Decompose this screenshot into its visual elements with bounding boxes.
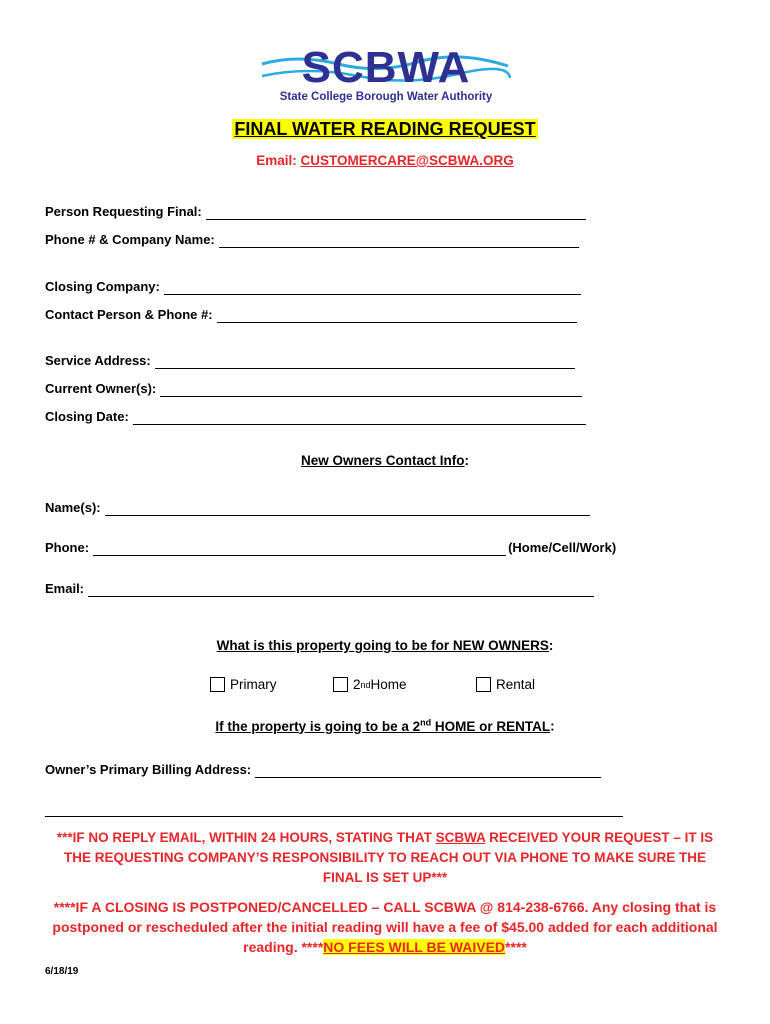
phone-company-field[interactable]: Phone # & Company Name: [45, 232, 579, 248]
contact-person-field[interactable]: Contact Person & Phone #: [45, 307, 577, 323]
new-owners-heading: New Owners Contact Info: [300, 453, 470, 468]
current-owners-line[interactable] [160, 384, 582, 397]
option-second-home[interactable]: 2 nd Home [333, 677, 407, 692]
second-home-rental-heading: If the property is going to be a 2nd HOME or RENTAL: [215, 717, 555, 734]
contact-person-line[interactable] [217, 310, 577, 323]
scbwa-logo [258, 44, 514, 104]
primary-checkbox[interactable] [210, 677, 225, 692]
billing-address-line-2[interactable] [45, 816, 623, 817]
service-address-field[interactable]: Service Address: [45, 353, 575, 369]
new-owner-phone-field[interactable]: Phone: (Home/Cell/Work) [45, 540, 617, 555]
revision-date: 6/18/19 [45, 966, 79, 977]
new-owner-phone-line[interactable] [93, 543, 506, 556]
logo-subtitle: State College Borough Water Authority [279, 91, 493, 103]
billing-address-field[interactable]: Owner’s Primary Billing Address: [45, 762, 601, 778]
closing-company-field[interactable]: Closing Company: [45, 279, 581, 295]
new-owner-names-line[interactable] [105, 503, 590, 516]
closing-company-line[interactable] [164, 282, 581, 295]
person-requesting-line[interactable] [206, 207, 586, 220]
no-fees-waived: NO FEES WILL BE WAIVED [323, 939, 506, 955]
rental-checkbox[interactable] [476, 677, 491, 692]
page-title: FINAL WATER READING REQUEST [234, 119, 536, 139]
phone-company-line[interactable] [219, 235, 579, 248]
new-owner-email-field[interactable]: Email: [45, 581, 594, 597]
reply-notice: ***IF NO REPLY EMAIL, WITHIN 24 HOURS, STATING THAT SCBWA RECEIVED YOUR REQUEST – IT IS THE REQUESTING COMPANY’S RESPONSIBILITY TO REACH OUT VIA PHONE TO MAKE SURE THE FINAL IS SET UP*** [56, 830, 714, 885]
email-link[interactable]: CUSTOMERCARE@SCBWA.ORG [300, 153, 514, 168]
closing-date-field[interactable]: Closing Date: [45, 409, 586, 425]
person-requesting-field[interactable]: Person Requesting Final: [45, 204, 586, 220]
property-question: What is this property going to be for NEW OWNERS: [216, 638, 554, 653]
new-owner-names-field[interactable]: Name(s): [45, 500, 590, 516]
second-home-checkbox[interactable] [333, 677, 348, 692]
closing-date-line[interactable] [133, 412, 586, 425]
current-owners-field[interactable]: Current Owner(s): [45, 381, 582, 397]
service-address-line[interactable] [155, 356, 575, 369]
postponed-notice: ****IF A CLOSING IS POSTPONED/CANCELLED – CALL SCBWA @ 814-238-6766. Any closing that is postponed or rescheduled after the initial reading will have a fee of $45.00 added for each additional reading. ****NO FEES WILL BE WAIVED**** [52, 899, 718, 955]
billing-address-line[interactable] [255, 765, 601, 778]
option-primary[interactable]: Primary [210, 677, 277, 692]
new-owner-email-line[interactable] [88, 584, 594, 597]
logo-wordmark: SCBWA [301, 44, 471, 92]
option-rental[interactable]: Rental [476, 677, 535, 692]
contact-email: Email: CUSTOMERCARE@SCBWA.ORG [256, 153, 514, 168]
